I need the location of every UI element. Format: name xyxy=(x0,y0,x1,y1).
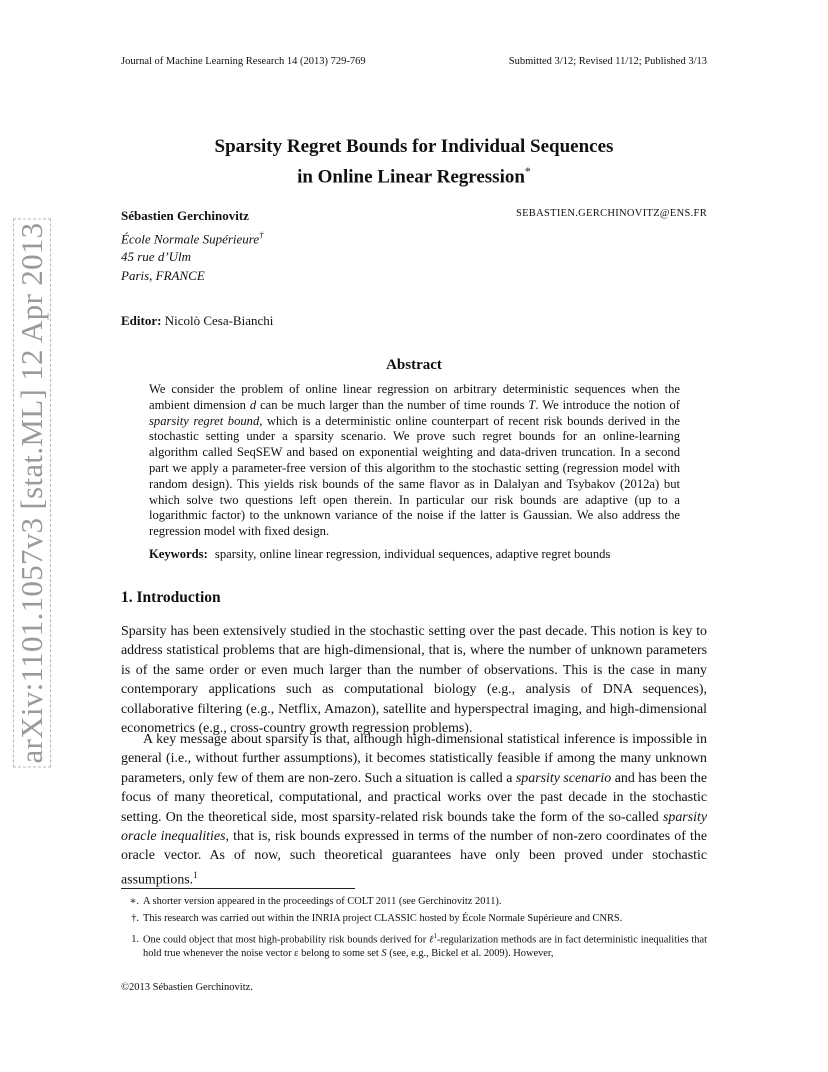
keywords-text: sparsity, online linear regression, individual sequences, adaptive regret bounds xyxy=(214,547,611,561)
section-heading: 1. Introduction xyxy=(121,589,221,606)
title-line-2: in Online Linear Regression xyxy=(297,166,525,188)
abstract-emphasis: sparsity regret bound xyxy=(149,413,260,428)
paragraph-emphasis: sparsity oracle inequalities xyxy=(121,809,707,845)
keywords-label: Keywords: xyxy=(149,547,208,561)
author-name: Sébastien Gerchinovitz xyxy=(121,208,249,223)
arxiv-id: arXiv:1101.1057v3 [stat.ML] 12 Apr 2013 xyxy=(13,219,51,768)
author-address-1: 45 rue d’Ulm xyxy=(121,249,192,265)
author-affiliation: École Normale Supérieure xyxy=(121,230,260,246)
footnote-text: One could object that most high-probability risk bounds derived for xyxy=(143,934,429,946)
title-footnote-mark: * xyxy=(524,164,531,178)
footnote-text: (see, e.g., Bickel et al. 2009). However, xyxy=(386,948,554,960)
footnote-label: †. xyxy=(131,913,139,924)
footnote-math-sup: 1 xyxy=(433,932,437,940)
editor-line xyxy=(121,313,273,329)
footnote-ref[interactable]: 1 xyxy=(193,869,198,880)
abstract-text: , which is a deterministic online counterpart of recent risk bounds derived in the stochastic setting under a sparsity scenario. We prove such regret bounds for an online-learning algorithm called SeqSEW and based on exponential weighting and data-driven truncation. In a second part we apply a parameter-free version of this algorithm to the stochastic setting (regression model with random design). This yields risk bounds of the same flavor as in Dalalyan and Tsybakov (2012a) but which solve two questions left open therein. In particular our risk bounds are adaptive (up to a logarithmic factor) to the unknown variance of the noise if the latter is Gaussian. We also address the regression model with fixed design. xyxy=(149,413,680,539)
paragraph-emphasis: sparsity scenario xyxy=(515,770,612,786)
abstract-heading: Abstract xyxy=(386,357,442,373)
title-line-1: Sparsity Regret Bounds for Individual Sequences xyxy=(214,136,614,157)
affiliation-footnote-mark: † xyxy=(259,229,264,240)
submission-dates: Submitted 3/12; Revised 11/12; Published 3/13 xyxy=(508,56,707,67)
arxiv-sidebar xyxy=(14,222,50,764)
footnote-text: This research was carried out within the INRIA project CLASSIC hosted by École Normale Supérieure and CNRS. xyxy=(143,913,623,924)
copyright: ©2013 Sébastien Gerchinovitz. xyxy=(121,982,253,993)
abstract-text: . We introduce the notion of xyxy=(535,397,680,412)
footnote-1 xyxy=(121,895,707,909)
journal-header: Journal of Machine Learning Research 14 (2013) 729-769 xyxy=(121,56,366,67)
editor-name: Nicolò Cesa-Bianchi xyxy=(164,313,274,328)
footnote-2 xyxy=(121,912,707,926)
footnote-math: S xyxy=(381,948,387,960)
author-address-2: Paris, FRANCE xyxy=(121,267,205,283)
abstract-body xyxy=(149,382,680,540)
author-email[interactable]: SEBASTIEN.GERCHINOVITZ@ENS.FR xyxy=(515,208,707,219)
paragraph-text: A key message about sparsity is that, although high-dimensional statistical inference is impossible in general (i.e., without further assumptions), it becomes statistically feasible if among the many unknown parameters, only few of them are non-zero. Such a situation is called a xyxy=(121,732,707,786)
footnote-label: 1. xyxy=(131,934,139,946)
paragraph-1: Sparsity has been extensively studied in the stochastic setting over the past decade. This notion is key to address statistical problems that are high-dimensional, that is, where the number of unknown parameters is of the same order or even much larger than the number of observations. This is the case in many contemporary applications such as computational biology (e.g., analysis of DNA sequences), collaborative filtering (e.g., Netflix, Amazon), satellite and hyperspectral imaging, and high-dimensional econometrics (e.g., cross-country growth regression problems). xyxy=(121,624,707,737)
footnote-text: -regularization methods are in fact deterministic inequalities that hold true whenever the noise vector ε belong to some set xyxy=(143,934,707,960)
paragraph-2 xyxy=(121,730,707,890)
footnote-label: ∗. xyxy=(129,896,139,907)
footnote-text: A shorter version appeared in the proceedings of COLT 2011 (see Gerchinovitz 2011). xyxy=(143,896,502,907)
abstract-text: We consider the problem of online linear regression on arbitrary deterministic sequences when the ambient dimension xyxy=(149,382,680,412)
paragraph-text: , that is, risk bounds expressed in terms of the number of non-zero coordinates of the oracle vector. As of now, such theoretical guarantees have only been proved under stochastic assumptions. xyxy=(121,829,707,888)
editor-label: Editor: xyxy=(121,313,162,328)
abstract-var-t: T xyxy=(528,397,536,412)
footnote-rule xyxy=(121,888,355,889)
abstract-var-d: d xyxy=(249,397,257,412)
paragraph-text: and has been the focus of many theoretical, computational, and practical works over the past decade in the stochastic setting. On the theoretical side, most sparsity-related risk bounds take the form of the so-called xyxy=(121,770,707,825)
footnote-3 xyxy=(121,929,707,961)
keywords-line xyxy=(149,547,709,562)
paper-title xyxy=(0,134,828,189)
abstract-text: can be much larger than the number of time rounds xyxy=(256,397,529,412)
author-block xyxy=(121,207,264,285)
footnote-math: ℓ xyxy=(428,934,434,946)
